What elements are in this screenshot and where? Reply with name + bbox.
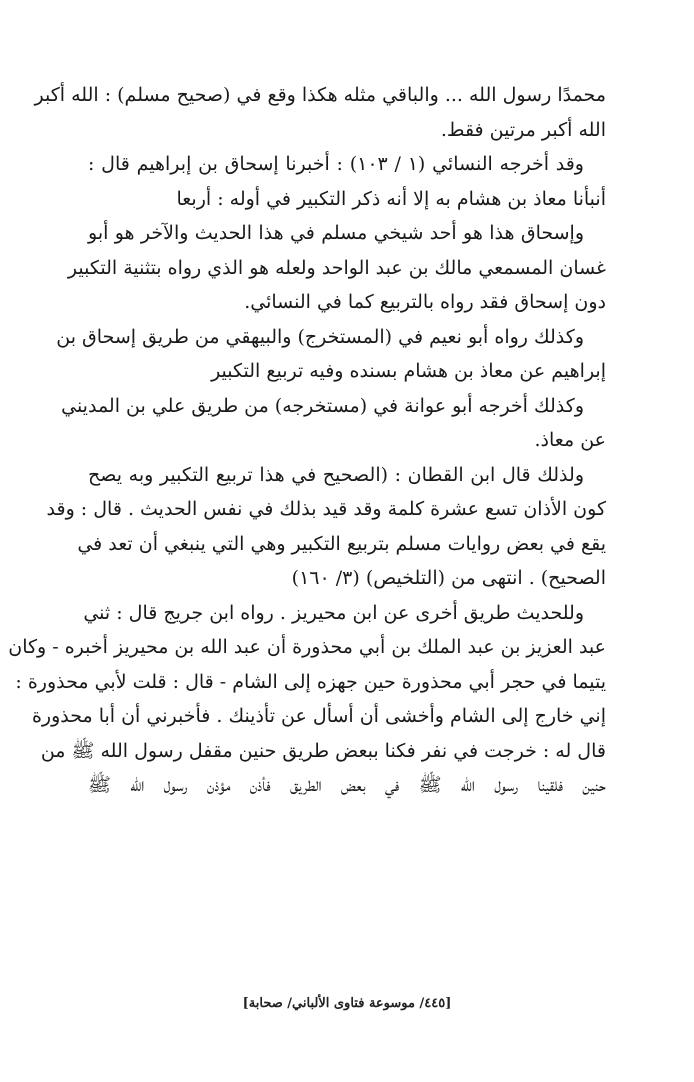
text-line: عن معاذ.	[534, 429, 606, 451]
paragraph	[61, 389, 606, 458]
text-line: الصحيح) . انتهى من (التلخيص) (٣/ ١٦٠)	[291, 567, 606, 589]
text-line: الله أكبر مرتين فقط.	[440, 118, 606, 141]
text-line: إبراهيم عن معاذ بن هشام بسنده وفيه تربيع التكبير	[211, 360, 606, 382]
text-line: دون إسحاق فقد رواه بالتربيع كما في النسائي.	[244, 291, 606, 313]
text-line: كون الأذان تسع عشرة كلمة وقد قيد بذلك في نفس الحديث . قال : وقد	[46, 498, 606, 520]
text-line: وقد أخرجه النسائي (١ / ١٠٣) : أخبرنا إسحاق بن إبراهيم قال :	[88, 153, 584, 175]
text-line: وللحديث طريق أخرى عن ابن محيريز . رواه ابن جريج قال : ثني	[83, 601, 584, 624]
text-line: محمدًا رسول الله ... والباقي مثله هكذا وقع في (صحيح مسلم) : الله أكبر	[34, 84, 606, 106]
text-line: ولذلك قال ابن القطان : (الصحيح في هذا تربيع التكبير وبه يصح	[88, 463, 584, 486]
page-footer: [٤٤٥/ موسوعة فتاوى الألباني/ صحابة]	[242, 996, 452, 1011]
text-line: غسان المسمعي مالك بن عبد الواحد ولعله هو الذي رواه بتثنية التكبير	[67, 256, 606, 279]
body-text	[8, 78, 606, 803]
text-line: أنبأنا معاذ بن هشام به إلا أنه ذكر التكبير في أوله : أربعا	[176, 187, 606, 210]
text-line: قال له : خرجت في نفر فكنا ببعض طريق حنين مقفل رسول الله ﷺ من	[40, 739, 606, 762]
text-line: إني خارج إلى الشام وأخشى أن أسأل عن تأذينك . فأخبرني أن أبا محذورة	[31, 705, 606, 727]
paragraph	[56, 320, 606, 389]
text-line: حنين فلقينا رسول الله ﷺ في بعض الطريق فأذن مؤذن رسول الله ﷺ	[88, 774, 606, 796]
text-line: يقع في بعض روايات مسلم بتربيع التكبير وهي التي ينبغي أن تعد في	[77, 532, 606, 555]
text-line: وكذلك أخرجه أبو عوانة في (مستخرجه) من طريق علي بن المديني	[61, 394, 584, 417]
text-line: عبد العزيز بن عبد الملك بن أبي محذورة أن عبد الله بن محيريز أخبره - وكان	[8, 636, 606, 658]
text-line: وكذلك رواه أبو نعيم في (المستخرج) والبيهقي من طريق إسحاق بن	[56, 325, 584, 348]
text-line: وإسحاق هذا هو أحد شيخي مسلم في هذا الحديث والآخر هو أبو	[88, 222, 584, 244]
paragraph	[88, 147, 606, 216]
text-line: يتيما في حجر أبي محذورة حين جهزه إلى الشام - قال : قلت لأبي محذورة :	[15, 670, 606, 693]
paragraph	[34, 78, 606, 147]
paragraph	[8, 596, 606, 803]
paragraph	[67, 216, 606, 320]
paragraph	[46, 458, 606, 596]
